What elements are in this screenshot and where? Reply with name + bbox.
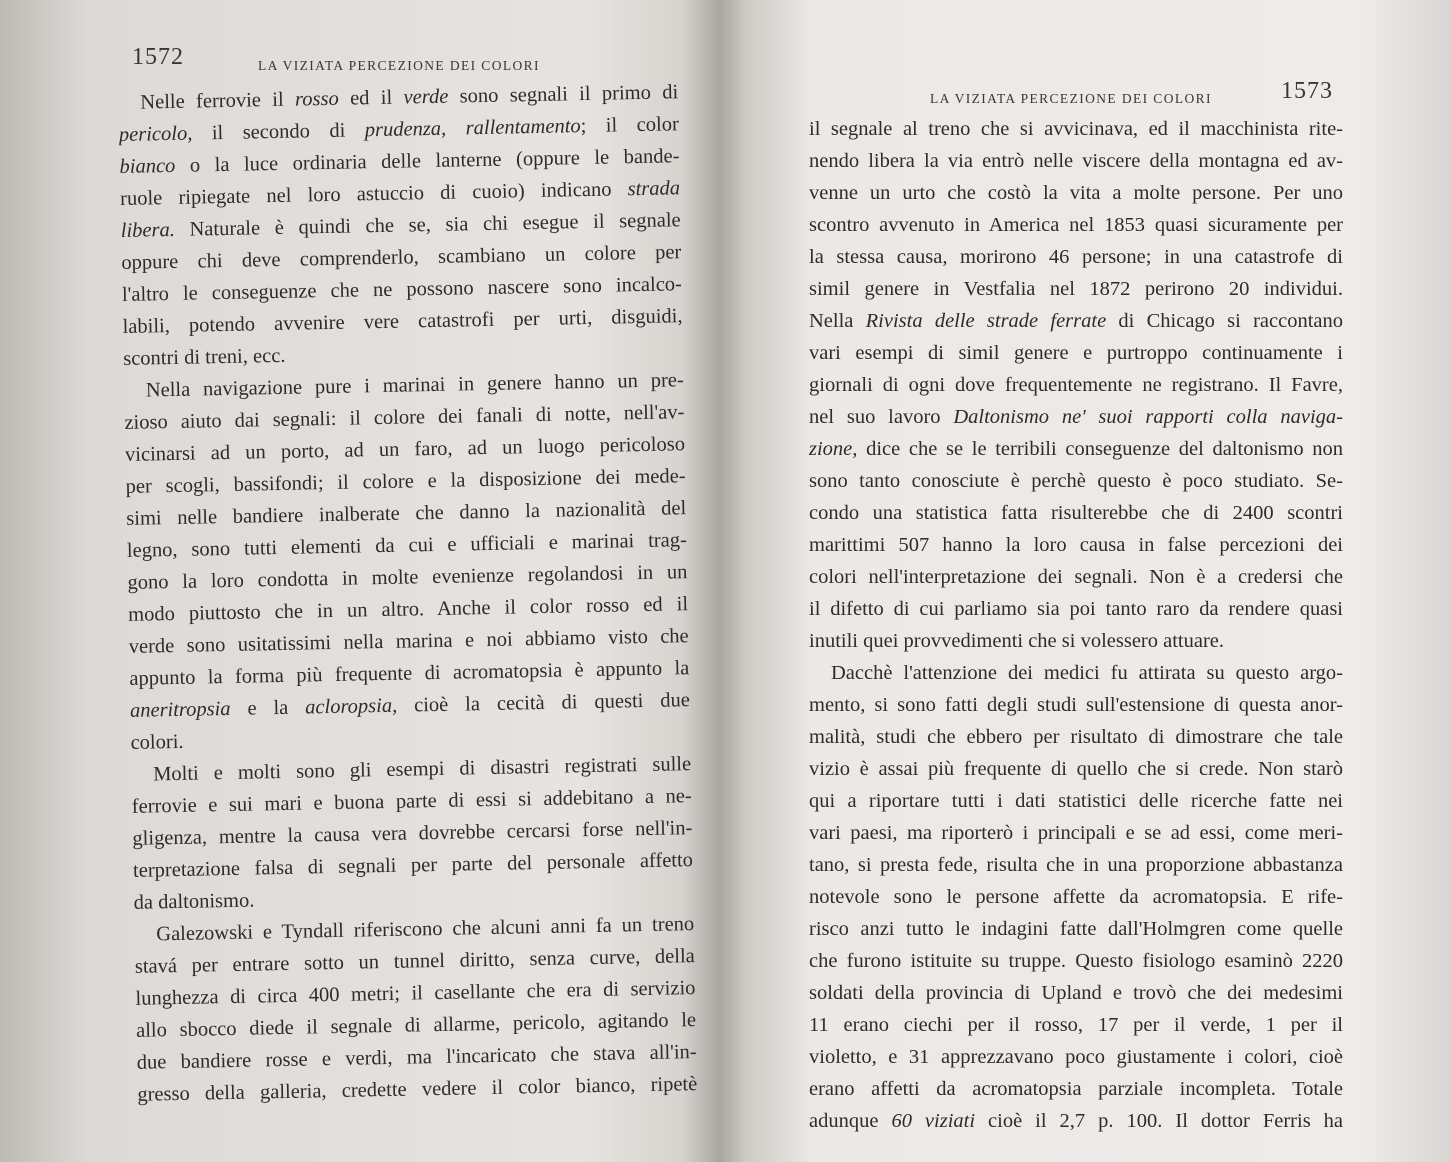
text-span: la stessa causa, morirono 46 persone; in una catastrofe di <box>809 246 1343 268</box>
text-line <box>809 721 1343 753</box>
text-span: simil genere in Vestfalia nel 1872 perirono 20 individui. <box>809 278 1343 300</box>
text-span: condo una statistica fatta risulterebbe che di 2400 scontri <box>809 502 1343 524</box>
running-head: LA VIZIATA PERCEZIONE DEI COLORI <box>258 58 540 73</box>
text-line <box>809 369 1343 401</box>
text-span: modo piuttosto che in un altro. Anche il color rosso ed il <box>127 593 689 626</box>
text-line <box>809 1073 1343 1105</box>
text-span: sono segnali il primo di <box>448 81 679 108</box>
text-span: 11 erano ciechi per il rosso, 17 per il verde, 1 per il <box>809 1014 1343 1036</box>
text-span: legno, sono tutti elementi da cui e ufficiali e marinai trag- <box>126 529 688 562</box>
text-span: gresso della galleria, credette vedere il color bianco, ripetè <box>137 1073 698 1106</box>
text-line <box>809 465 1343 497</box>
text-span: Naturale è quindi che se, sia chi esegue il segnale <box>174 209 681 241</box>
text-span: lunghezza di circa 400 metri; il casellante che era di servizio <box>135 977 696 1010</box>
text-span: marittimi 507 hanno la loro causa in false percezioni dei <box>809 534 1343 556</box>
text-line <box>809 1105 1343 1137</box>
text-span: ed il <box>338 86 404 110</box>
italic-text: Rivista delle strade ferrate <box>865 310 1107 332</box>
text-span: tano, si presta fede, risulta che in una proporzione abbastanza <box>809 854 1343 876</box>
text-line <box>809 337 1343 369</box>
text-span: l'altro le conseguenze che ne possono nascere sono incalco- <box>121 273 683 306</box>
text-span: cioè il 2,7 p. 100. Il dottor Ferris ha <box>975 1110 1343 1132</box>
text-span: vizio è assai più frequente di quello che si crede. Non starò <box>809 758 1343 780</box>
page-body <box>809 113 1343 1137</box>
running-head: LA VIZIATA PERCEZIONE DEI COLORI <box>930 91 1212 106</box>
italic-text: zione, <box>809 438 858 460</box>
text-line <box>809 145 1343 177</box>
text-span: e la <box>230 696 306 720</box>
text-span: gligenza, mentre la causa vera dovrebbe cercarsi forse nell'in- <box>132 817 693 850</box>
text-span: terpretazione falsa di segnali per parte del personale affetto <box>132 849 694 882</box>
text-line <box>809 913 1343 945</box>
text-span: nel suo lavoro <box>809 406 954 428</box>
text-span: Nella <box>809 310 866 332</box>
text-line <box>809 433 1343 465</box>
text-line <box>809 977 1343 1009</box>
text-span: labili, potendo avvenire vere catastrofi per urti, disguidi, <box>122 305 683 338</box>
italic-text: prudenza, rallentamento <box>364 115 581 142</box>
text-span: cioè la cecità di questi due <box>397 689 691 717</box>
text-line <box>809 849 1343 881</box>
italic-text: aneritropsia <box>129 697 231 722</box>
text-span: scontro avvenuto in America nel 1853 quasi sicuramente per <box>809 214 1343 236</box>
text-line <box>809 241 1343 273</box>
text-span: stavá per entrare sotto un tunnel diritto, senza curve, della <box>134 945 696 978</box>
italic-text: rosso <box>294 87 339 111</box>
text-line <box>809 753 1343 785</box>
text-span: dice che se le terribili conseguenze del daltonismo non <box>857 438 1343 460</box>
text-span: vicinarsi ad un porto, ad un faro, ad un luogo pericoloso <box>124 433 686 466</box>
text-line <box>809 817 1343 849</box>
text-span: venne un urto che costò la vita a molte persone. Per uno <box>809 182 1343 204</box>
text-span: giornali di ogni dove frequentemente ne registrano. Il Favre, <box>809 374 1343 396</box>
text-span: mento, si sono fatti degli studi sull'estensione di questa anor- <box>809 694 1343 716</box>
text-span: il difetto di cui parliamo sia poi tanto raro da rendere quasi <box>809 598 1343 620</box>
left-page <box>0 0 725 1162</box>
italic-text: pericolo, <box>118 122 193 146</box>
text-span: gono la loro condotta in molte evenienze regolandosi in un <box>127 561 688 594</box>
italic-text: verde <box>403 85 449 109</box>
text-span: appunto la forma più frequente di acromatopsia è appunto la <box>129 657 690 690</box>
italic-text: strada <box>627 177 681 201</box>
text-span: Molti e molti sono gli esempi di disastri registrati sulle <box>152 753 692 786</box>
text-span: qui a riportare tutti i dati statistici delle ricerche fatte nei <box>809 790 1343 812</box>
text-line <box>809 785 1343 817</box>
text-span: vari esempi di simil genere e purtroppo continuamente i <box>809 342 1343 364</box>
text-span: simi nelle bandiere inalberate che danno la nazionalità del <box>126 497 687 530</box>
text-span: scontri di treni, ecc. <box>123 344 286 370</box>
text-span: adunque <box>809 1110 892 1132</box>
text-line <box>809 625 1343 657</box>
page-number: 1572 <box>132 44 184 70</box>
text-span: Galezowski e Tyndall riferiscono che alcuni anni fa un treno <box>156 913 695 946</box>
right-page <box>725 0 1451 1162</box>
text-span: erano affetti da acromatopsia parziale incompleta. Totale <box>809 1078 1343 1100</box>
text-span: ; il color <box>580 113 680 138</box>
text-line <box>809 497 1343 529</box>
text-line <box>809 529 1343 561</box>
text-span: oppure chi deve comprenderlo, scambiano un colore per <box>121 241 682 274</box>
text-line <box>809 1009 1343 1041</box>
text-span: da daltonismo. <box>133 889 255 914</box>
text-span: risco anzi tutto le indagini fatte dall'Holmgren come quelle <box>809 918 1343 940</box>
text-span: il secondo di <box>192 119 365 145</box>
text-line <box>809 1041 1343 1073</box>
text-line <box>809 561 1343 593</box>
text-line <box>809 273 1343 305</box>
text-line <box>809 401 1343 433</box>
text-line <box>809 689 1343 721</box>
text-span: il segnale al treno che si avvicinava, ed il macchinista rite- <box>809 118 1343 140</box>
italic-text: Daltonismo ne' suoi rapporti colla naviga- <box>953 406 1343 428</box>
text-span: Dacchè l'attenzione dei medici fu attirata su questo argo- <box>831 662 1343 684</box>
text-line <box>809 209 1343 241</box>
text-span: vari paesi, ma riporterò i principali e se ad essi, come meri- <box>809 822 1343 844</box>
italic-text: 60 viziati <box>891 1110 976 1132</box>
text-line <box>809 593 1343 625</box>
text-span: malità, studi che ebbero per risultato di dimostrare che tale <box>809 726 1343 748</box>
text-span: allo sbocco diede il segnale di allarme, pericolo, agitando le <box>135 1009 697 1042</box>
italic-text: bianco <box>119 154 176 178</box>
italic-text: libera. <box>120 218 176 242</box>
text-span: per scogli, bassifondi; il colore e la disposizione dei mede- <box>125 465 686 498</box>
text-span: sono tanto conosciute è perchè questo è poco studiato. Se- <box>809 470 1343 492</box>
text-span: o la luce ordinaria delle lanterne (oppure le bande- <box>175 145 680 177</box>
text-span: verde sono usitatissimi nella marina e noi abbiamo visto che <box>128 625 689 658</box>
text-span: colori nell'interpretazione dei segnali. Non è a credersi che <box>809 566 1343 588</box>
text-line <box>809 881 1343 913</box>
text-span: Nelle ferrovie il <box>140 88 296 114</box>
text-span: di Chicago si raccontano <box>1106 310 1343 332</box>
text-line <box>809 113 1343 145</box>
text-line <box>809 177 1343 209</box>
text-span: ferrovie e sui mari e buona parte di essi si addebitano a ne- <box>131 785 692 818</box>
text-span: zioso aiuto dai segnali: il colore dei fanali di notte, nell'av- <box>124 401 685 434</box>
text-span: soldati della provincia di Upland e trovò che dei medesimi <box>809 982 1343 1004</box>
text-span: notevole sono le persone affette da acromatopsia. E rife- <box>809 886 1343 908</box>
text-span: che furono istituite su truppe. Questo fisiologo esaminò 2220 <box>809 950 1343 972</box>
text-span: inutili quei provvedimenti che si volessero attuare. <box>809 630 1225 652</box>
italic-text: acloropsia, <box>304 694 398 719</box>
text-line <box>809 305 1343 337</box>
page-body <box>118 76 698 1111</box>
text-span: violetto, e 31 apprezzavano poco giustamente i colori, cioè <box>809 1046 1343 1068</box>
text-line <box>809 657 1343 689</box>
text-span: colori. <box>130 730 184 754</box>
text-span: ruole ripiegate nel loro astuccio di cuoio) indicano <box>119 178 628 210</box>
text-span: Nella navigazione pure i marinai in genere hanno un pre- <box>145 369 684 402</box>
text-line <box>809 945 1343 977</box>
text-span: nendo libera la via entrò nelle viscere della montagna ed av- <box>809 150 1343 172</box>
page-number: 1573 <box>1281 78 1333 104</box>
text-span: due bandiere rosse e verdi, ma l'incaricato che stava all'in- <box>136 1041 697 1074</box>
